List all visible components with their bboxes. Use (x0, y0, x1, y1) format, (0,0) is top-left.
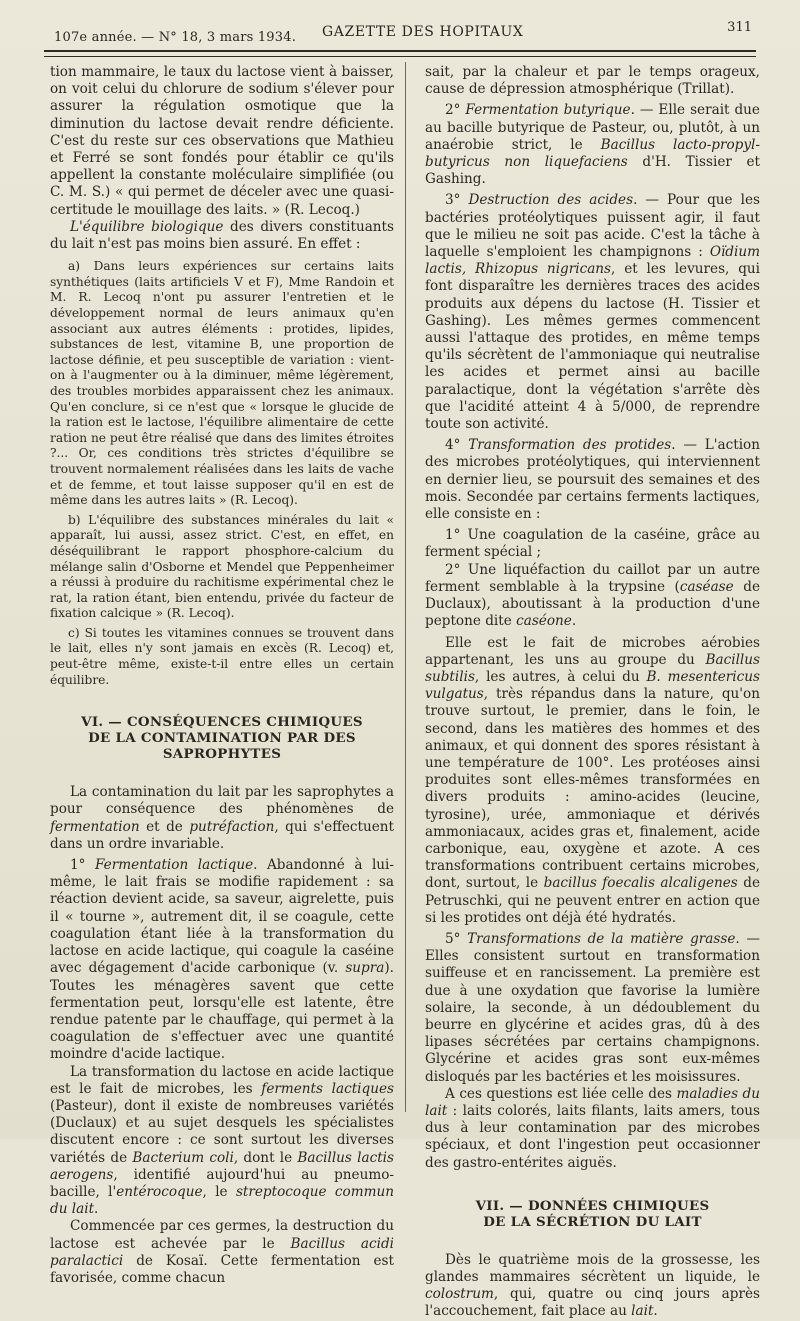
list-item-b: b) L'équilibre des substances minérales du lait « apparaît, lui aussi, assez strict. C'est, en effet, en déséquilibrant le rapport phosphore-calcium du mélange salin d'Osborne et Mendel que Peppenheimer a réussi à produire du rachitisme expérimental chez le rat, la ration étant, bien entendu, privée du facteur de fixation calcique » (R. Lecoq). (50, 512, 394, 621)
paragraph: 3° Destruction des acides. — Pour que les bactéries protéolytiques puissent agir, il faut que le milieu ne soit pas acide. C'est la tâche à laquelle s'emploient les champignons : Oïdium lactis, Rhizopus nigricans, et les levures, qui font disparaître les dernières traces des acides produits aux dépens du lactose (H. Tissier et Gashing). Les mêmes germes commencent aussi l'attaque des protides, en même temps qu'ils sécrètent de l'ammoniaque qui neutralise les acides et permet ainsi au bacille paralactique, dont la végétation s'arrête dès que l'acidité atteint 4 à 5/000, de reprendre toute son activité. (425, 192, 761, 433)
right-column (425, 64, 760, 1321)
paragraph: 4° Transformation des protides. — L'action des microbes protéolytiques, qui interviennent en dernier lieu, se poursuit des semaines et des mois. Secondée par certains ferments lactiques, elle consiste en : (425, 437, 760, 523)
paragraph: A ces questions est liée celle des maladies du lait : laits colorés, laits filants, laits amers, tous dus à leur contamination par des microbes spéciaux, et dont l'ingestion peut occasionner des gastro-entérites aiguës. (425, 1085, 761, 1171)
paragraph: 5° Transformations de la matière grasse. — Elles consistent surtout en transformation suiffeuse et en rancissement. La première est due à une oxydation que favorise la lumière solaire, la seconde, à un dédoublement du beurre en glycérine et acides gras, dû à des lipases sécrétées par certains champignons. Glycérine et acides gras sont eux-mêmes disloqués par les bactéries et les moisissures. (425, 930, 760, 1085)
journal-title: GAZETTE DES HOPITAUX (322, 24, 524, 40)
paragraph: La transformation du lactose en acide lactique est le fait de microbes, les ferments lactiques (Pasteur), dont il existe de nombreuses variétés (Duclaux) et au sujet desquels les spécialistes discutent encore : ce sont surtout les diverses variétés de Bacterium coli, dont le Bacillus lactis aerogens, identifié aujourd'hui au pneumo-bacille, l'entérocoque, le streptocoque commun du lait. (50, 1063, 395, 1218)
paragraph: 1° Fermentation lactique. Abandonné à lui-même, le lait frais se modifie rapidement : sa réaction devient acide, sa saveur, aigrelette, puis il « tourne », autrement dit, il se coagule, cette coagulation étant liée à la transformation du lactose en acide lactique, qui coagule la caséine avec dégagement d'acide carbonique (v. supra). Toutes les ménagères savent que cette fermentation peut, lorsqu'elle est latente, être rendue patente par le chauffage, qui permet à la coagulation de s'effectuer avec une quantité moindre d'acide lactique. (50, 857, 394, 1063)
list-item-a: a) Dans leurs expériences sur certains laits synthétiques (laits artificiels V et F), Mme Randoin et M. R. Lecoq n'ont pu assurer l'entretien et le développement normal de leurs animaux qu'en associant aux autres éléments : protides, lipides, substances de lest, vitamine B, une proportion de lactose définie, et peu susceptible de variation : vient-on à l'augmenter ou à la diminuer, même légèrement, des troubles morbides apparaissent chez les animaux. Qu'en conclure, si ce n'est que « lorsque le glucide de la ration est le lactose, l'équilibre alimentaire de cette ration ne peut être réalisé que dans des limites étroites ?... Or, ces conditions très strictes d'équilibre se trouvent normalement réalisées dans les laits de vache et de femme, et tout laisse supposer qu'il en est de même dans les autres laits » (R. Lecoq). (50, 259, 394, 508)
paragraph: L'équilibre biologique des divers constituants du lait n'est pas moins bien assuré. En effet : (50, 218, 394, 253)
page-header (0, 20, 800, 50)
paragraph: 1° Une coagulation de la caséine, grâce au ferment spécial ; (425, 527, 760, 561)
column-divider (405, 62, 406, 1112)
small-print-block (50, 259, 394, 688)
paragraph: Dès le quatrième mois de la grossesse, les glandes mammaires sécrètent un liquide, le colostrum, qui, quatre ou cinq jours après l'accouchement, fait place au lait. (425, 1251, 760, 1320)
section-heading-vii: VII. — DONNÉES CHIMIQUES DE LA SÉCRÉTION DU LAIT (475, 1197, 710, 1230)
paragraph: tion mammaire, le taux du lactose vient à baisser, on voit celui du chlorure de sodium s'élever pour assurer la régulation osmotique que la diminution du lactose devait rendre déficiente. C'est du reste sur ces observations que Mathieu et Ferré se sont fondés pour établir ce qu'ils appellent la constante moléculaire simplifiée (ou C. M. S.) « qui permet de déceler avec une quasi-certitude le mouillage des laits. » (R. Lecoq.) (50, 64, 394, 218)
paragraph: Commencée par ces germes, la destruction du lactose est achevée par le Bacillus acidi paralactici de Kosaï. Cette fermentation est favorisée, comme chacun (50, 1218, 394, 1286)
section-heading-vi: VI. — CONSÉQUENCES CHIMIQUES DE LA CONTAMINATION PAR DES SAPROPHYTES (81, 714, 363, 763)
paragraph: 2° Fermentation butyrique. — Elle serait due au bacille butyrique de Pasteur, ou, plutôt, à un anaérobie strict, le Bacillus lacto-propyl-butyricus non liquefaciens d'H. Tissier et Gashing. (425, 102, 760, 188)
emphasis: L'équilibre biologique (70, 218, 224, 235)
left-column (50, 64, 394, 1287)
issue-info: 107e année. — N° 18, 3 mars 1934. (54, 30, 297, 45)
paragraph: Elle est le fait de microbes aérobies appartenant, les uns au groupe du Bacillus subtilis, les autres, à celui du B. mesentericus vulgatus, très répandus dans la nature, qu'on trouve surtout, le premier, dans le foin, le second, dans les matières des hommes et des animaux, et qui donnent des spores résistant à une température de 100°. Les protéoses ainsi produites sont elles-mêmes transformées en divers produits : amino-acides (leucine, tyrosine), urée, ammoniaque et dérivés ammoniacaux, acides gras et, finalement, acide carbonique, eau, oxygène et azote. A ces transformations contribuent certains microbes, dont, surtout, le bacillus foecalis alcaligenes de Petruschki, qui ne peuvent entrer en action que si les protides ont déjà été hydratés. (425, 634, 760, 926)
paragraph: La contamination du lait par les saprophytes a pour conséquence des phénomènes de fermentation et de putréfaction, qui s'effectuent dans un ordre invariable. (50, 784, 395, 852)
paragraph: 2° Une liquéfaction du caillot par un autre ferment semblable à la trypsine (caséase de Duclaux), aboutissant à la production d'une peptone dite caséone. (425, 561, 760, 630)
paragraph: sait, par la chaleur et par le temps orageux, cause de dépression atmosphérique (Trillat). (425, 64, 760, 98)
list-item-c: c) Si toutes les vitamines connues se trouvent dans le lait, elles n'y sont jamais en excès (R. Lecoq) et, peut-être même, existe-t-il entre elles un certain équilibre. (50, 625, 394, 687)
page-number: 311 (727, 20, 752, 35)
header-rule (44, 50, 756, 57)
